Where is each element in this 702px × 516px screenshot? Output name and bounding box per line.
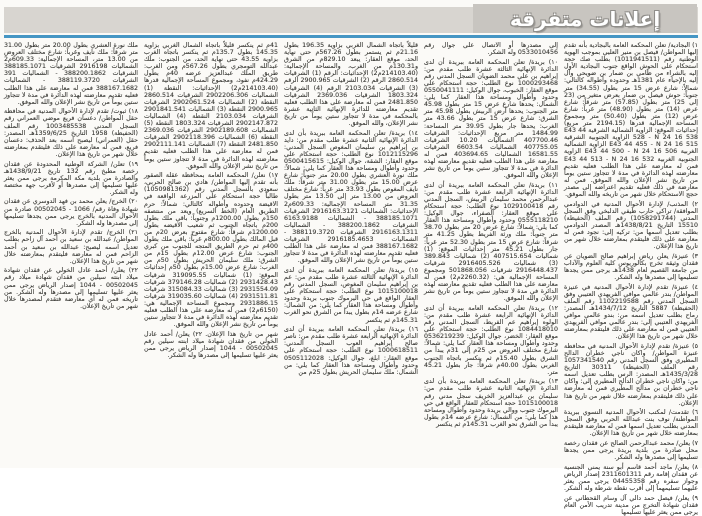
classified-ad: ٥) عنيزة/ تقدم لإدارة الأحوال المدنية في محافظة عنيزة المواطن/ واكان ناجي خطران الدالح المطيري وفق السجل المدني رقم 1057341540 رقم الملف (الحفيظة) 30311 التاريخ 1435/3/28هـ المصدر: الرس بطلب تعديل اسمه من: واكان ناجي خطران الدالح المطيري إلى: واكان ناجي خطران بن مدالح المطيري فمن له معارضة على ذلك فليتقدم بمعارضته خلال شهر من تاريخ هذا الإعلان. [564, 342, 698, 407]
page-title-banner [473, 4, 697, 33]
classified-ad: إلى مصدرها أو الاتصال على جوال رقم 0533010456 وله الشكر. [424, 42, 558, 57]
classified-ad: شهر من تاريخ هذا الإعلان. ٢٢) يعلن/ أحمد عادل الخولي من فقدان شهادة ميلاد ابنته سيلين رقم 00502045 - 1044 إصدار الرياض يرجى ممن يعثر عليها تسليمها إلى مصدرها وله الشكر. [144, 330, 278, 360]
column-4 [144, 42, 278, 464]
classified-ad: 41م ثم ينكسر قليلاً باتجاه الشمال الغربي بزاوية 145.35 بطول 135.7م ثم ينكسر باتجاه الغرب بزاوية 43.55 حتى نهاية الحد، من الجنوب: ملك عبدالله التومجري بطول 567.26م ومن الغرب: طريق الملك عبدالعزيز عرضه 40م بطول 424.29م نفوذ، ومجموع المساحة الإجمالية قدرها (214103.40م2) الإحداثيات: النقطة (1) الشماليات 2902206.306 الشرقيات 2860.514 النقطة (2) الشماليات 2902061.524 الشرقيات 2900.965 النقطة (3) الشماليات 2901841.541 الشرقيات 2103.034 النقطة (4) الشماليات 2902147.872 الشرقيات 1803.324 النقطة (5) الشماليات 2902189.608 الشرقيات 2369.036 النقطة (6) الشماليات 2902118.396 الشرقيات 2481.850 النقطة (7) الشماليات 2902111.141 فمن له معارضة على هذا الطلب فعليه تقديم معارضته لهذه الدائرة في مدة لا تتجاوز ستين يوماً من تاريخ نشر الإعلان والله الموفق. [144, 42, 279, 170]
classified-ad: ١) البجادية/ تعلن المحكمة العامة بالبجادية بأنه تقدم إليها المواطن/ فيصل بن منير العليي بموجب الهوية الوطنية رقم (1011941511) بطلب صك حجة استحكام على الحوش الواقع جنوب البجادية الأول إليه بالشراء من ظامي بن ضمار بن ضويحي وآل إليه بالإحياء عام 1381هـ وحدوده وأطواله كالتالي: شمالاً: شارع عرض 15 متر بطول (34.55) متر جنوباً: حوش فيصل بن ضمار بعرض متغير من (23 إلى 25) متر بطول (57.85) متر شرقاً: شارع عرض (14) متر بطول (48.90) متر غرباً: شارع عرض (12) متر بطول (50.40) متر ومجموع المساحة الإجمالية قدرها (2194.15 متر مربع) إحداثيات الموقع: الزاوية الشمالية الشرقية E43 44 528 - N 24 16 538 الزاوية الجنوبية الشرقية E43 44 455 - N 24 16 515 الزاوية الشمالية الغربية E43 44 500 - N 24 16 506 الزاوية الجنوبية الغربية E43 44 513 - N 24 16 532 فمن له معارضة على هذا الطلب فعليه تقديم معارضته لهذه الدائرة في مدة لا تتجاوز ستين يوماً من تاريخ نشر الإعلان والله الموفق. فمن له معارضة في ذلك فعليه تقديم اعتراضه إلى مصدر حجج الاستحكام خلال شهر من تاريخه والله الموفق. [564, 42, 699, 198]
classified-ad: ٨) يعلن/ ماجد أحمد قاسم أبو سنة يمني الجنسية عن فقدان إقامة رقم 2311601311 إصدار الرياض وجواز سفره رقم 04455358 يرجى ممن يعثر عليهما تسليمهما إلى أقرب نقطة شرطة وله الشكر. [564, 463, 698, 493]
classified-ad: ٤) عنيزة/ تقدم لإدارة الأحوال المدنية في عنيزة المواطن/ بندر عالمي موافي الفريهدي العتيبي وفق السجل المدني رقم 1102219588 رقم الملف (الحفيظة) 5887 التاريخ 1434/7/12هـ المصدر: رماح بطلب تعديل اسمه من: بندو عالمي موافي الفريهدي العتيبي إلى: بندر عالمي موافي الفريهدي العتيبي فمن له معارضة على ذلك فليتقدم بمعارضته خلال شهر من تاريخ هذا الإعلان. [564, 283, 699, 341]
classified-ad: ١٣) بريدة/ تعلن المحكمة العامة ببريدة بأن لدى الدائرة الإنهائية الثانية عشرة طلب مقدم من: سليمان بن عبدالعزيز الخريف سجل مدني رقم 1015100018 حجة استحكام للعقار الواقع في حي اليرموك جنوب ووالي بريدة وحدود وأطوال ومساحة هذا كما يلي: من الشمال: شارع عرضه 14م بطول يبدأ من الشرق نحو الغرب 145.31م ثم ينكسر [424, 378, 558, 428]
page-title: إعلانات متفرقة [509, 6, 661, 31]
column-3 [284, 42, 418, 464]
column-5-leftmost [4, 42, 138, 464]
column-1-rightmost [564, 42, 699, 516]
classified-ad: ٦) تقدمت/ لمكتب الأحوال المدنية النسوي ببريدة المواطنة/ نوف بنت عبدالله الحربي وفق السجل المدني بطلب تعديل اسمها فمن له معارضة فليتقدم بمعارضته خلال شهر من تاريخ هذا الإعلان. [564, 409, 698, 438]
classified-ad: ٢٢) يعلن/ أحمد عادل الخولي عن فقدان شهادة ميلاد ابنته سيلين من فقدان شهادة ميلاد رقم 00502045 - 1044 إصدار الرياض يرجى ممن يعثر عليها تسليمها إلى مصدرها وله الشكر. من تاريخه فمن له أي معارضة فتقدم لمصدرها خلال شهر من تاريخ الإعلان. [4, 267, 138, 310]
classified-ad: ١٨) ثبوت/ تقدم لإدارة الأحوال المدنية في محافظة حقل المواطن/ دعسان فريع موضي العمراني رقم السجل المدني 1003485538 رقم الملف (الحفيظة) 1958 التاريخ 1359/6/25هـ المصدر: حقل (العمراني) ليصبح اسمه بعد الحذف: دعسان فريع، فمن له معارضة على ذلك فليتقدم بمعارضته خلال شهر من تاريخ هذا الإعلان. [4, 108, 138, 158]
classified-ad: ١٦) بريدة/ تعلن المحكمة العامة ببريدة أن لدى الدائرة الإنهائية الرابعة عشرة طلب مقدم من: ناصر صالح إبراهيم العوب السجل المدني: 1000618511 نوع الطلب: حجة استحكام على موقع العقار: ابلغ، جوال الوكيل: 0505112028 وحدود وأطوال ومساحة هذا العقار كما يلي: من الشمال: ملك سليمان الحريش بطول 25م من [284, 326, 418, 376]
classified-ad: ١٥) بريدة/ تعلن المحكمة العامة ببريدة أن لدى الدائرة الإنهائية الثالثة عشرة طلب مقدم من: عم بن إبراهيم سليمان المغوص، السجل المدني رقم 1015100018 نوع الطلب: حجة استحكام على العقار الواقع في حي اليرموك جنوب بريدة وحدود وأطوال ومساحة هذا العقار كما يلي: من الشمال: شارع عرضه 14م بطول يبدأ من الشرق نحو الغرب 145.31م ثم ينكسر [284, 266, 418, 324]
classified-ad: ١٧) نعلن/ المحكمة العامة بمحافظة عقلة الصقور بأنه تقدم إليها المواطن/ هادي بن صالح الحربي، سعودي بالسجل المدني رقم (1050981362) طالباً حجة استحكام على المزرعة الواقعة في الاقيضة وحدوده وأطواله كالتالي: شمالاً: حرم الطريق العام (الخط السريع) ويعد من منتصفه 150م بطول 1200.00م وجنوباً: باقي ملك بطول 200م باتجاه الجنوب ثم شعيب الاقيضه بطول 1200.00م شرقاً: شارع مفتوح بعرض 20م من قبل المالك بطول 800.00م غرباً: باقي ملك بطول 400م ثم حرم الطريق المتجه للجنوب من كبري الجنوب: شارع عرض 12.00م بطول 15م من الشرق: ملك سليمان الحريش بطول 50م من الغرب: شارع عرض 15.00م بطول 50م إحداثيات الموقع: (1) شماليات 319095.55 شرقيات 2931428.43 (2) شماليات 379146.28 شرقيات 2931554.09 (3) شماليات 315084.33 شرقيات 2931511.81 (4) شماليات 319035.60 شرقيات 2931886.15 ومجموع المساحة الإجمالية هي: (6150م2) فمن له معارضة على هذا الطلب فعليه تقديم معارضته لهذه الدائرة في مدة لا تتجاوز ستين يوماً من تاريخ نشر الإعلان والله الموفق. [144, 172, 279, 329]
classified-ad: ملك نورة العشري بطول 20.00 متر بطول 31.00 متر شرقاً: ملك نايف وغرباً: شارع مختلف العروض من 13.00 متر، المساحة الإجمالية: 609.33م2 الشماليات 2916198 الشرقيات 388185.1071 الشرقيات 388200.1862 - الشماليات 391 الشرقيات 388119.3720 - الشماليات 388167.1682 فمن له معارضة على هذا الطلب فعليه تقديم معارضته لهذه الدائرة في مدة لا تتجاوز ستين يوماً من تاريخ نشر الإعلان والله الموفق. [4, 42, 139, 106]
classified-ad: ٣) عنيزة/ يعلن رياض إبراهيم صالح الضويان عن فقدان وثيقة تخرج بكالوريوس كلية العلوم والآداب من جامعة القصيم لعام 1438هـ يرجى ممن يجدها تسليمها إلى مصدرها وله الشكر. [564, 252, 698, 281]
classified-ad: ١٩) تعلن/ الشركة الوطنية المحدودة عن فقدان رخصة مطبخ رقم 132 تاريخ 1438/9/21هـ والصادرة من بلدية مكة المكرمة يرجى ممن يعثر عليها تسليمها إلى مصدرها أو لأقرب جهة مختصة وله الشكر. [4, 160, 138, 196]
classified-ad: ١٢) بريدة/ تعلن المحكمة العامة ببريدة أن لدى الدائرة الإنهائية الرابعة عشرة طلب مقدم من: الولوه إبراهيم عم الفريط، السجل المدني رقم 1084418010 نوع الطلب: حجة استحكام على موقع العقار: الخضر، جوال الوكيل: 0536219239 وحدود وأطوال ومساحة هذا العقار كما يلي: شمالاً: شارع مختلف العروض من 25م إلى 31م يبدأ من الشرق بطول 15.40م ثم ينكسر باتجاه الجنوب الغربي بطول 40.00م شرقاً: جار بطول 45.21 متر. [424, 304, 558, 376]
classified-ad: ٢١) الخرج/ تقدم لإدارة الأحوال المدنية بالخرج المواطن/ عبدالله بن سعيد بن أحمد آل زاحم بطلب تعديل اسمه ليصبح: عبدالله بن سعيد بن أحمد الزاحم فمن له معارضة فليتقدم بمعارضته خلال شهر من تاريخ هذا الإعلان. [4, 229, 138, 265]
classifieds-columns [4, 42, 699, 516]
classified-ad: ٩) يعلن/ فيصل حمد دالي آل وسام القحطاني عن فقدان شهادة التخرج من مدينة تدريب الأمن العام يرجى ممن يعثر عليها تسليمها [564, 494, 698, 516]
classified-ad: ٢) المذنب/ لإدارة الأحوال المدنية في الدوادمي الموافقة/ تراكي حارب ظيفي الدلبخي وفق السجل المدني (1058291744) رقم الملف (الحفيظة) 15510 التاريخ 1438/8/21هـ المصدر الدوادمي بطلب تعديل اسمها من: تركيه إلى: نجود فمن له معارضة على ذلك فليتقدم بمعارضته خلال شهر من تاريخ هذا الإعلان. [564, 200, 698, 251]
classified-ad: ١١) بريدة/ تعلن المحكمة العامة ببريدة أن لدى الدائرة الإنهائية الرابعة عشرة طلب مقدم من: عبدالرحمن محمد سليمان الربيش، السجل المدني رقم 1029100418 نوع الطلب: حجة استحكام على موقع العقار: الصفراء، جوال الوكيل: 0555118210 وحدود وأطوال ومساحة هذا العقار كما يلي: شمالاً: شارع عرض 20 متر بطول 38.70 متر جنوباً: ملك ورثة الفريط بطول 41.25 متر شرقاً: شارع عرض 15 متر بطول 52.30 متر غرباً: جار بطول 45.21 متر إحداثيات الموقع: (1) شماليات 407515.654 (2) شماليات 389.843 (3) شماليات 2916405.526 شرقيات 2916448.437 شرقيات 501868.056 ومجموع المساحة الإجمالية هي: (2260.32م2) فمن له معارضة على هذا الطلب فعليه تقديم معارضته لهذه الدائرة في مدة لا تتجاوز ستين يوماً من تاريخ نشر الإعلان والله الموفق. [424, 181, 559, 303]
classified-ad: ٧) يعلن/ محمد عبدالرحمن الصالح عن فقدان رخصة محل صادرة من بلدية بريدة يرجى ممن يجدها تسليمها إلى مصدرها وله الشكر. [564, 440, 698, 462]
classified-ad: ١٤) بريدة/ تعلن المحكمة العامة ببريدة بأن لدى الدائرة الإنهائية الثانية عشرة طلب مقدم من: دايد بن إبراهيم بن سليمان المغوص السجل المدني: 1012115296 نوع الطلب: حجة استحكام على موقع العقار: الشقة، جوال الوكيل: 0500415615 وحدود وأطوال ومساحة هذا العقار كما يلي: شمالاً: ملك نورة العشري بطول 20.00 متر جنوباً: شارع عرض 15.00 متر بطول 31.00 متر شرقاً: ملك نايف المغوص بطول 33.93 متر غرباً: شارع مختلف العروض من 13.00 متر إلى 13.50 متر بطول 31.35 متر المساحة الإجمالية: 609.33م2 الإحداثيات: الشماليات 2916163.3121 الشرقيات 388185.1071 - الشماليات 6163.9188 الشرقيات 388200.1862 - الشماليات 2916163.1311 الشرقيات 388119.3720 - الشماليات 2916185.4653 الشرقيات 388167.1682 فمن له معارضة على هذا الطلب فعليه تقديم معارضته لهذه الدائرة في مدة لا تتجاوز ستين يوماً من تاريخ نشر الإعلان والله الموفق. [284, 129, 419, 265]
classified-ad: ٢٠) الخرج/ يعلن محمد بن فهد الدوسري عن فقدان شهادة وفاة رقم/ 1066 - 00502045 صادرة من الأحوال المدنية بالخرج يرجى ممن يجدها تسليمها إلى مصدرها وله الشكر. [4, 198, 138, 227]
classified-ad: قليلاً باتجاه الشمال الغربي بزاوية 196.35 بطول 21.16م ثم يستمر بطول 567.26م حتى نهاية الحد، موقع العقار: يبعد 829.10م من الشرق و130.31م من الغرب، والمساحة الإجمالية: (214103.40م2) الإحداثيات: الرقم (1) الشرقيات 2860.514 الرقم (2) الشرقيات 2900.965 الرقم (3) الشرقيات 2103.034 الرقم (4) الشرقيات 1803.324 الشرقيات 2369.036 الشرقيات 2481.850 فمن له معارضة على هذا الطلب فعليه تقديم معارضته للدائرة الإنهائية الثانية عشرة بالمحكمة في مدة لا تتجاوز ستين يوماً من تاريخ نشر الإعلان، والله الموفق. [284, 42, 419, 128]
header-rule [4, 35, 698, 38]
classified-ad: ١٠) بريدة/ تعلن المحكمة العامة ببريدة أن لدى الدائرة الإنهائية الثالثة عشرة طلب مقدم من: إبراهيم بن علي محمد الضويان السجل المدني رقم 1000293468 نوع الطلب: حجة استحكام على موقع العقار: الخبوب، جوال الوكيل: 0550041111 وحدود وأطوال ومساحة هذا العقار كما يلي: الشمال: يحدها شارع عرض 15 متر بطول 45.98 متر الجنوب: يحدها أرض الربيش بطول 45.98 متر الشرق: شارع عرض 15 متر بطول 43.66 متر الغرب: يحدها جار بطول 39.95 متر المساحة: 1484.99 متر مربع الإحداثيات: الشرقيات 407700.46 الشماليات 10.20 الشرقيات 407755.05 الشماليات 6603.54 الشرقيات 16581.55 الشماليات 403694.65 فمن له معارضة على هذا الطلب فعليه تقديم معارضته لهذه الدائرة في مدة لا تتجاوز ستين يوماً من تاريخ نشر الإعلان والله الموفق. [424, 58, 559, 180]
column-2 [424, 42, 558, 464]
